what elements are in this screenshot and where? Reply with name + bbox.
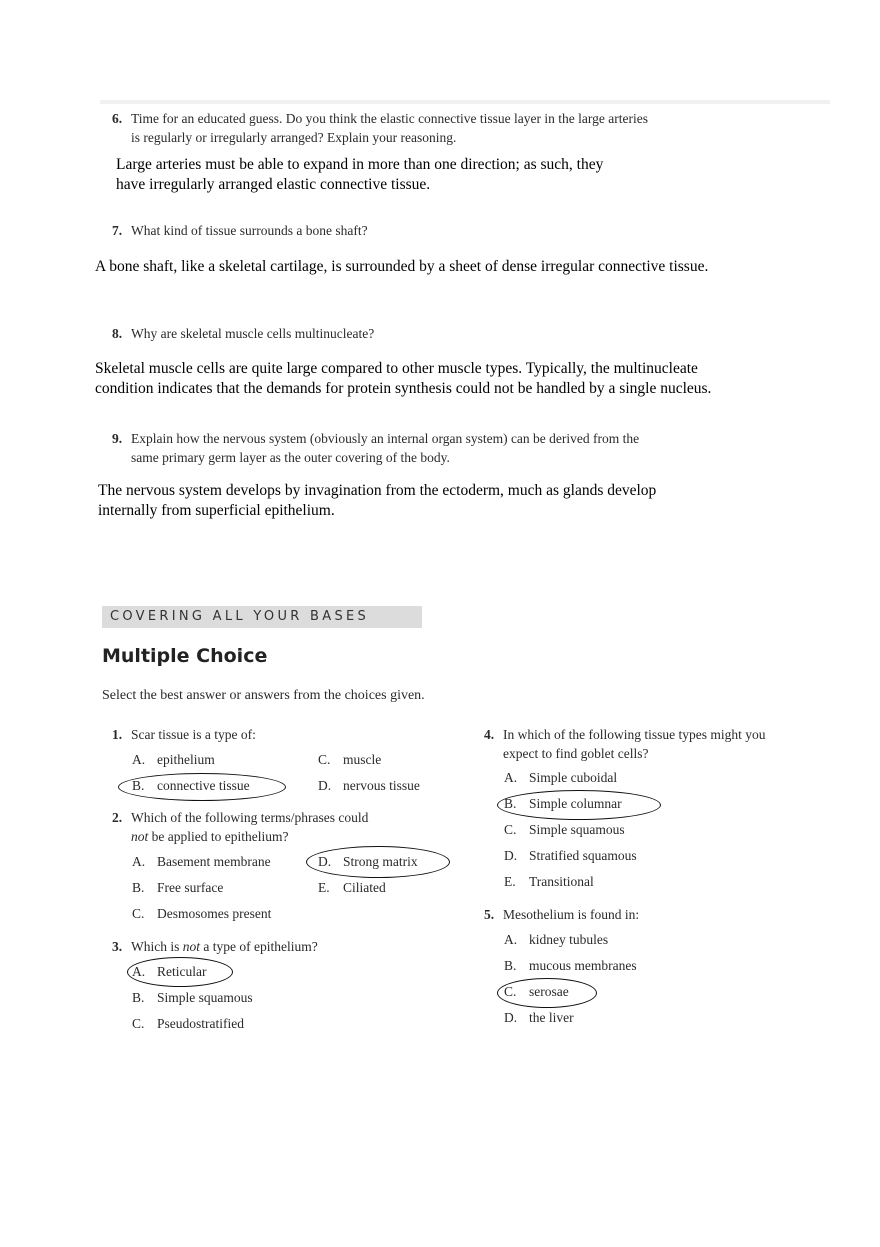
section-banner: COVERING ALL YOUR BASES	[102, 606, 422, 628]
option-3a: A. Reticular	[132, 964, 207, 979]
question-number: 1.	[112, 727, 123, 742]
question-number: 9.	[112, 431, 123, 446]
answer-line: have irregularly arranged elastic connective tissue.	[116, 176, 431, 193]
question-emphasis: not	[182, 939, 201, 954]
question-number: 8.	[112, 326, 123, 341]
answer-7	[95, 257, 708, 277]
option-3c: C. Pseudostratified	[132, 1016, 244, 1031]
answer-line: Large arteries must be able to expand in more than one direction; as such, they	[116, 156, 604, 173]
option-2d: D. Strong matrix	[318, 854, 418, 869]
mc-question-4	[484, 725, 765, 763]
option-4d: D. Stratified squamous	[504, 848, 637, 863]
answer-9	[98, 481, 656, 521]
question-stem: In which of the following tissue types might you	[503, 727, 766, 742]
question-text: Explain how the nervous system (obviously an internal organ system) can be derived from the	[131, 431, 640, 446]
question-9	[112, 429, 639, 467]
question-number: 3.	[112, 939, 123, 954]
option-2c: C. Desmosomes present	[132, 906, 272, 921]
answer-circle-2d	[306, 846, 450, 878]
option-4a: A. Simple cuboidal	[504, 770, 618, 785]
question-number: 4.	[484, 727, 495, 742]
question-stem: be applied to epithelium?	[148, 829, 289, 844]
scan-edge-line	[100, 100, 830, 104]
question-stem: Scar tissue is a type of:	[131, 727, 256, 742]
question-stem: Which of the following terms/phrases could	[131, 810, 369, 825]
option-1d: D. nervous tissue	[318, 778, 420, 793]
option-4e: E. Transitional	[504, 874, 594, 889]
option-2e: E. Ciliated	[318, 880, 386, 895]
question-7	[112, 221, 368, 240]
option-5d: D. the liver	[504, 1010, 574, 1025]
question-text: Time for an educated guess. Do you think the elastic connective tissue layer in the large arteries	[131, 111, 648, 126]
answer-circle-3a	[127, 957, 233, 987]
question-stem: expect to find goblet cells?	[503, 746, 649, 761]
answer-line: The nervous system develops by invagination from the ectoderm, much as glands develop	[98, 482, 657, 499]
answer-line: Skeletal muscle cells are quite large compared to other muscle types. Typically, the multinucleate	[95, 360, 698, 377]
option-2a: A. Basement membrane	[132, 854, 271, 869]
answer-circle-5c	[497, 978, 597, 1008]
answer-circle-1b	[118, 773, 286, 801]
answer-6	[116, 155, 603, 195]
section-title: Multiple Choice	[102, 645, 268, 667]
answer-line: internally from superficial epithelium.	[98, 502, 335, 519]
answer-8	[95, 359, 711, 399]
answer-line: A bone shaft, like a skeletal cartilage, is surrounded by a sheet of dense irregular connective tissue.	[95, 258, 709, 275]
question-emphasis: not	[131, 829, 149, 844]
option-5b: B. mucous membranes	[504, 958, 637, 973]
option-3b: B. Simple squamous	[132, 990, 253, 1005]
question-text: same primary germ layer as the outer covering of the body.	[131, 450, 450, 465]
question-8	[112, 324, 374, 343]
question-text: Why are skeletal muscle cells multinucleate?	[131, 326, 375, 341]
answer-circle-4b	[497, 790, 661, 820]
question-stem: a type of epithelium?	[200, 939, 318, 954]
option-2b: B. Free surface	[132, 880, 224, 895]
question-text: What kind of tissue surrounds a bone shaft?	[131, 223, 368, 238]
question-stem: Mesothelium is found in:	[503, 907, 640, 922]
question-number: 6.	[112, 111, 123, 126]
section-instructions: Select the best answer or answers from the choices given.	[102, 688, 425, 703]
mc-question-5	[484, 905, 639, 924]
question-6	[112, 109, 648, 147]
question-number: 7.	[112, 223, 123, 238]
option-4b: B. Simple columnar	[504, 796, 622, 811]
option-5a: A. kidney tubules	[504, 932, 609, 947]
option-4c: C. Simple squamous	[504, 822, 625, 837]
question-text: is regularly or irregularly arranged? Explain your reasoning.	[131, 130, 457, 145]
mc-question-1	[112, 725, 256, 744]
question-number: 5.	[484, 907, 495, 922]
option-5c: C. serosae	[504, 984, 569, 999]
question-stem: Which is	[131, 939, 183, 954]
option-1a: A. epithelium	[132, 752, 215, 767]
answer-line: condition indicates that the demands for protein synthesis could not be handled by a single nucleus.	[95, 380, 712, 397]
question-number: 2.	[112, 810, 123, 825]
mc-question-2	[112, 808, 368, 846]
option-1b: B. connective tissue	[132, 778, 250, 793]
mc-question-3	[112, 937, 318, 956]
option-1c: C. muscle	[318, 752, 382, 767]
